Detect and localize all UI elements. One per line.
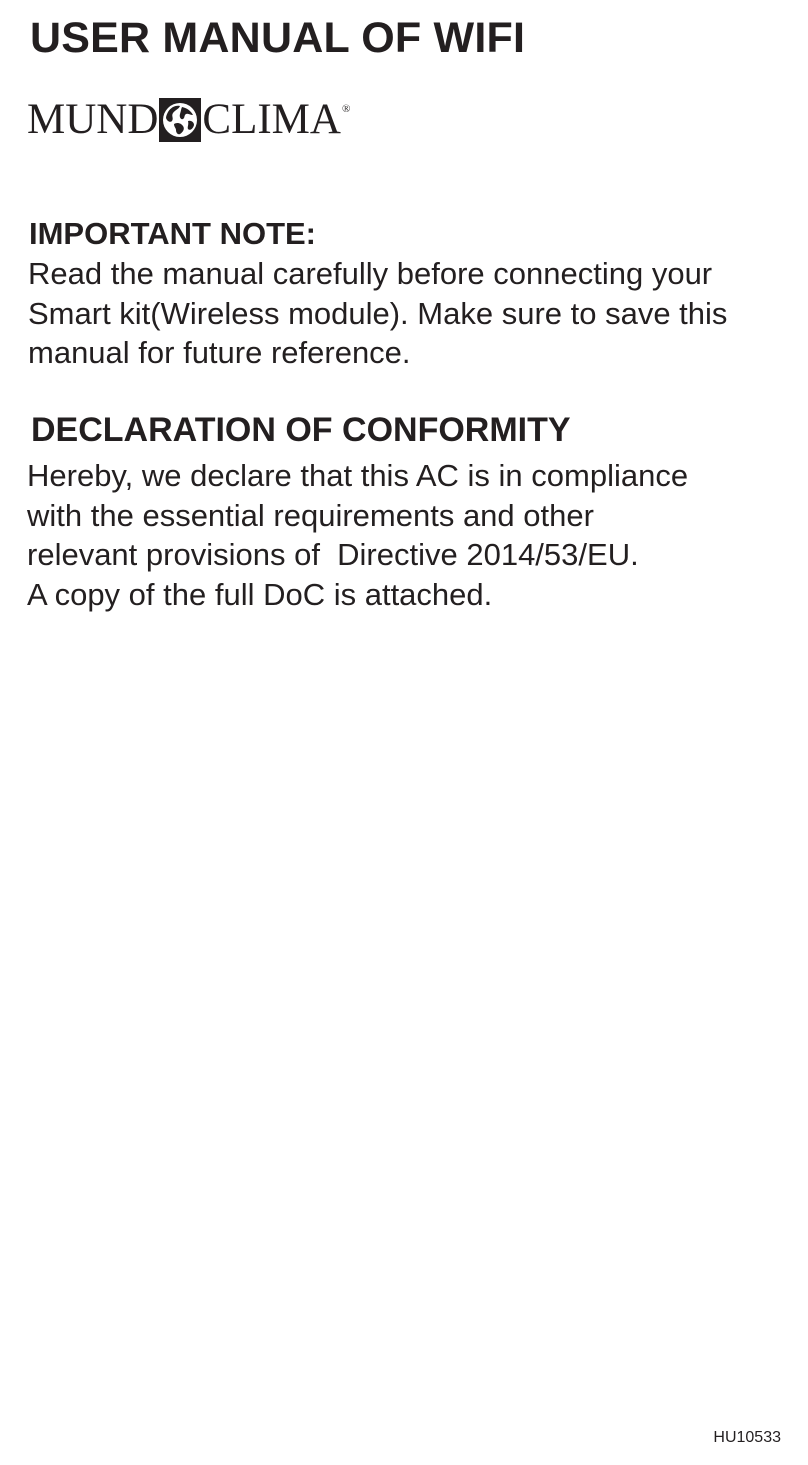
declaration-line: relevant provisions of Directive 2014/53/EU. bbox=[27, 537, 639, 572]
declaration-heading: DECLARATION OF CONFORMITY bbox=[31, 411, 571, 449]
globe-icon bbox=[159, 98, 201, 142]
important-note-heading: IMPORTANT NOTE: bbox=[29, 216, 317, 251]
declaration-text bbox=[27, 456, 688, 614]
important-note-line: Read the manual carefully before connecting your bbox=[28, 256, 713, 291]
registered-mark: ® bbox=[341, 103, 351, 115]
declaration-line: with the essential requirements and other bbox=[27, 497, 594, 533]
important-note-line: Smart kit(Wireless module). Make sure to save this bbox=[28, 295, 728, 331]
important-note-line: manual for future reference. bbox=[28, 335, 411, 370]
declaration-line: Hereby, we declare that this AC is in compliance bbox=[27, 458, 689, 493]
important-note-text bbox=[28, 254, 727, 373]
document-code: HU10533 bbox=[713, 1429, 781, 1446]
declaration-line: A copy of the full DoC is attached. bbox=[27, 576, 493, 612]
logo-text-right: CLIMA bbox=[202, 96, 341, 143]
manual-title: USER MANUAL OF WIFI bbox=[30, 14, 526, 62]
brand-logo bbox=[27, 94, 350, 146]
logo-text-left: MUND bbox=[27, 96, 159, 143]
